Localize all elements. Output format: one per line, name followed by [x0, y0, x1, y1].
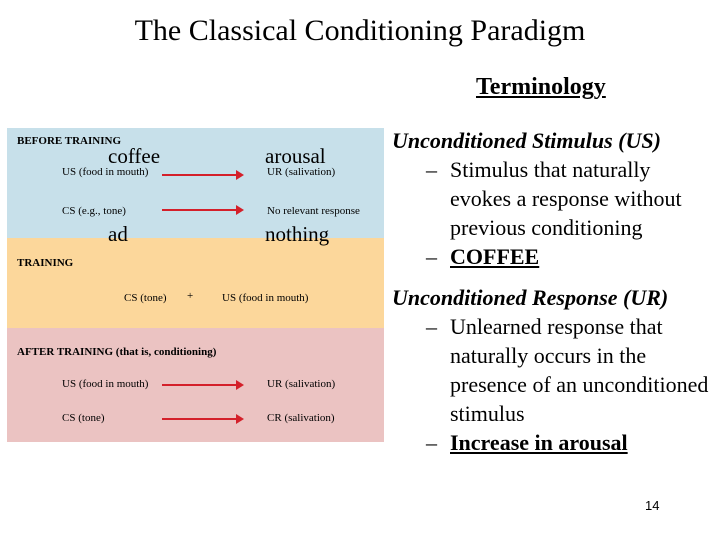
dash-glyph: – — [426, 314, 437, 339]
slide-title: The Classical Conditioning Paradigm — [134, 14, 586, 47]
overlay-nothing: nothing — [265, 222, 330, 246]
terminology-text — [392, 126, 712, 457]
after-training-section — [7, 328, 384, 442]
training-cs-label: CS (tone) — [124, 292, 167, 304]
ur-bullet-definition: – Unlearned response that naturally occurs in the presence of an unconditioned stimulus — [426, 314, 709, 426]
after-training-label: AFTER TRAINING (that is, conditioning) — [17, 346, 217, 358]
dash-glyph: – — [426, 157, 437, 182]
after-cs-label: CS (tone) — [62, 412, 105, 424]
overlay-coffee: coffee — [108, 144, 161, 168]
ur-heading: Unconditioned Response (UR) — [392, 285, 669, 310]
before-ur-label: UR (salivation) — [267, 166, 336, 178]
page-number: 14 — [645, 498, 660, 513]
before-no-response-label: No relevant response — [267, 205, 360, 217]
slide-subtitle: Terminology — [476, 74, 606, 100]
before-cs-label: CS (e.g., tone) — [62, 205, 126, 217]
us-heading: Unconditioned Stimulus (US) — [392, 128, 661, 153]
after-ur-label: UR (salivation) — [267, 378, 336, 390]
us-bullet-example: – COFFEE — [426, 244, 540, 269]
us-bullet-definition: – Stimulus that naturally evokes a response without previous conditioning — [426, 157, 682, 240]
ur-bullet-example: – Increase in arousal — [426, 430, 628, 455]
after-cs-cr-arrow — [162, 418, 237, 420]
conditioning-diagram — [7, 128, 384, 442]
before-cs-arrow — [162, 209, 237, 211]
training-section — [7, 238, 384, 328]
after-cr-label: CR (salivation) — [267, 412, 335, 424]
training-label: TRAINING — [17, 257, 74, 269]
overlay-ad: ad — [108, 222, 128, 246]
after-us-label: US (food in mouth) — [62, 378, 149, 390]
dash-glyph: – — [426, 244, 437, 269]
overlay-arousal: arousal — [265, 144, 326, 168]
dash-glyph: – — [426, 430, 437, 455]
before-training-label: BEFORE TRAINING — [17, 135, 122, 147]
training-plus: + — [187, 290, 194, 302]
after-us-ur-arrow — [162, 384, 237, 386]
training-us-label: US (food in mouth) — [222, 292, 309, 304]
before-us-ur-arrow — [162, 174, 237, 176]
before-us-label: US (food in mouth) — [62, 166, 149, 178]
